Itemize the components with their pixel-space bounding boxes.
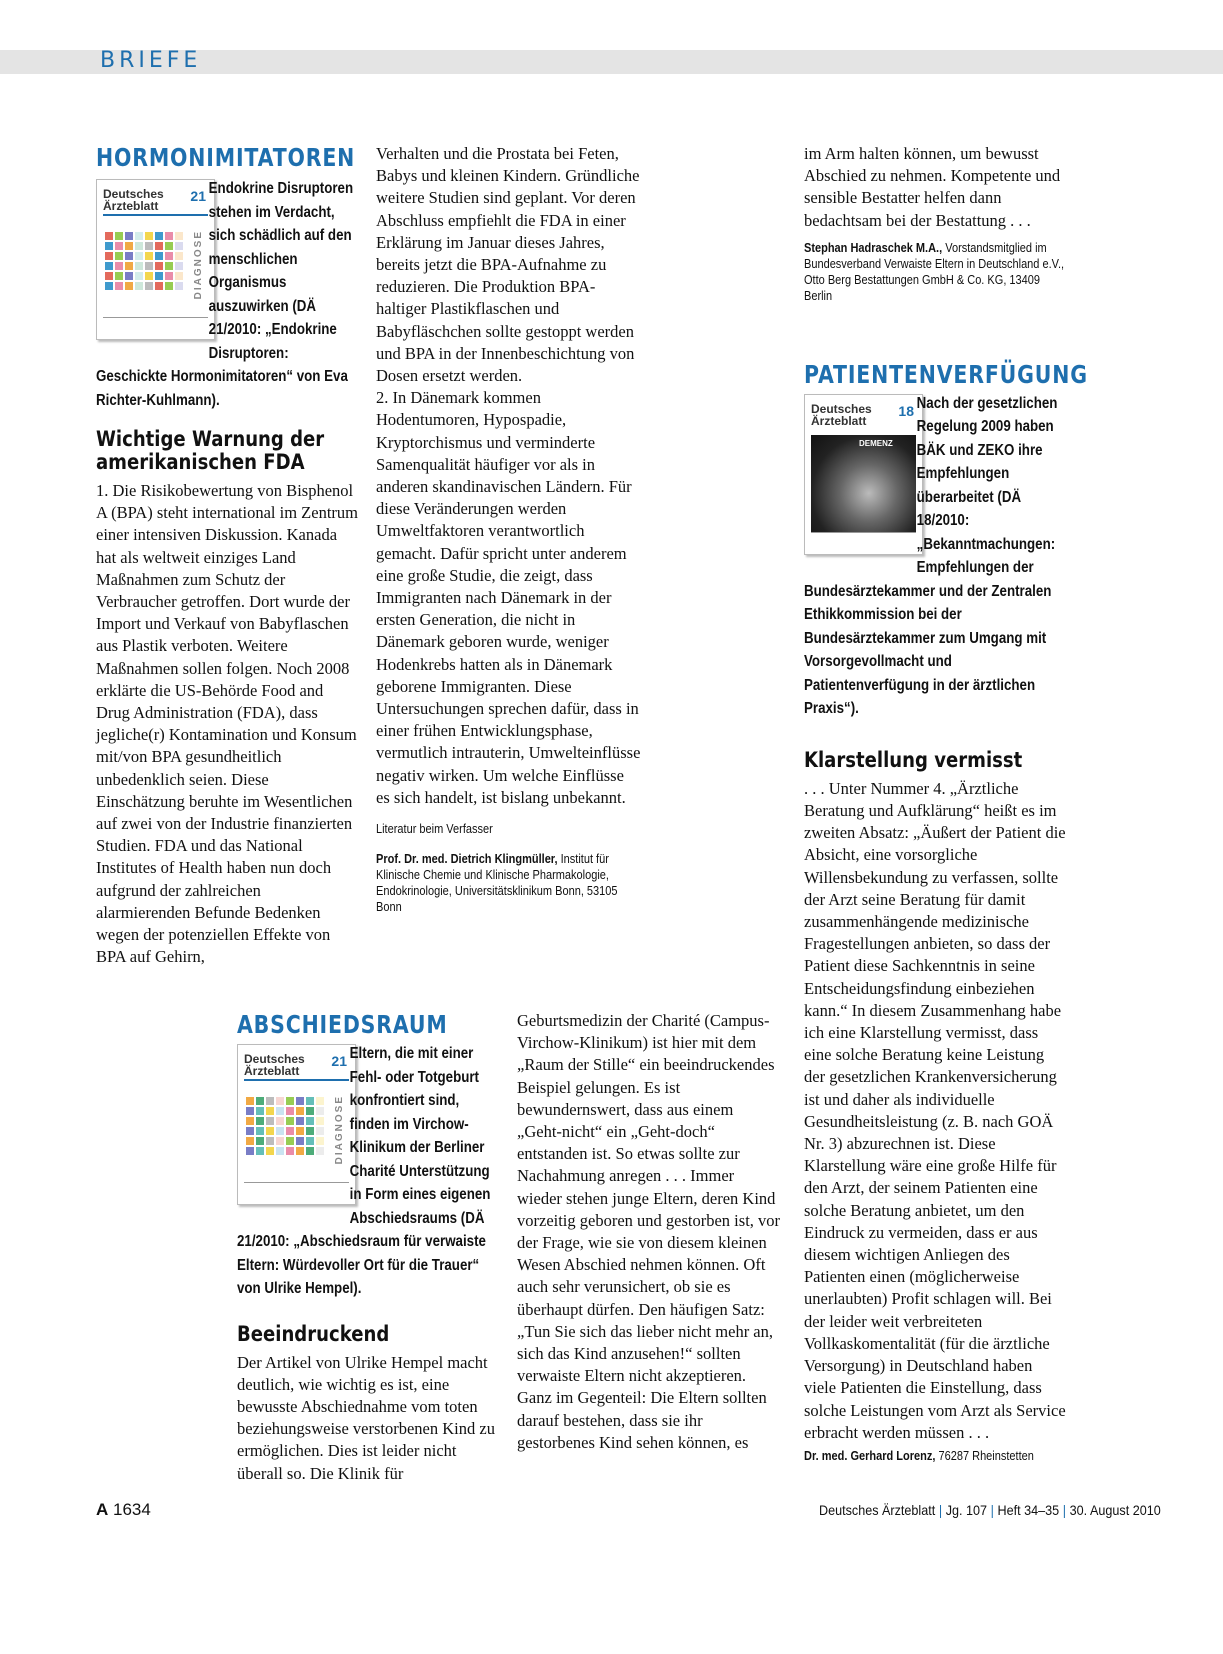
right-column	[804, 143, 1088, 1464]
article-column-2	[376, 143, 641, 915]
letter-title: Wichtige Warnung der amerikanischen FDA	[96, 427, 325, 474]
lead-block	[237, 1042, 499, 1301]
article-lead: Nach der gesetzlichen Regelung 2009 haben BÄK und ZEKO ihre Empfehlungen überarbeitet (DÄ 18/2010: „Bekanntmachungen: Empfehlungen der Bundesärztekammer und der Zentralen Ethikkommission bei der Bundesärztekammer zum Umgang mit Vorsorgevollmacht und Patientenverfügung in der ärztlichen Praxis“).	[804, 394, 1058, 718]
letter-text-col2: Geburtsmedizin der Charité (Campus-Virchow-Klinikum) ist hier mit dem „Raum der Stille“ ein beeindruckendes Beispiel gelungen. Es ist bewundernswert, dass aus einem „Geht-nicht“ ein „Geht-doch“ entstanden ist. So etwas sollte zur Nachahmung anregen . . . Immer wieder stehen junge Eltern, deren Kind vorzeitig geboren und gestorben ist, vor der Frage, wie sie von diesem kleinen Wesen Abschied nehmen können. Oft auch sehr verunsichert, ob sie es überhaupt dürfen. Den häufigen Satz: „Tun Sie sich das lieber nicht mehr an, sich das Kind anzusehen!“ sollten verwaiste Eltern nicht akzeptieren. Ganz im Gegenteil: Die Eltern sollten darauf bestehen, dass sie ihr gestorbenes Kind sehen können, es	[517, 1011, 781, 1452]
article-column-2	[517, 1010, 782, 1454]
article-column-1	[96, 143, 358, 968]
cover-issue-number: 21	[331, 1053, 347, 1069]
letter-text-col2	[376, 143, 641, 809]
cover-vertical-text: DIAGNOSE	[334, 1095, 345, 1165]
author-signature	[804, 1448, 1067, 1464]
cover-photo-label: DEMENZ	[859, 438, 893, 448]
article-lead: Eltern, die mit einer Fehl- oder Totgeburt konfrontiert sind, finden im Virchow-Klinikum der Berliner Charité Unterstützung in Form eines eigenen Abschiedsraums (DÄ 21/2010: „Abschiedsraum für verwaiste Eltern: Würdevoller Ort für die Trauer“ von Ulrike Hempel).	[237, 1045, 491, 1297]
author-signature	[804, 240, 1067, 304]
letter-text: . . . Unter Nummer 4. „Ärztliche Beratung und Aufklärung“ heißt es im zweiten Absatz: „Äußert der Patient die Absicht, eine vorsorgliche Willensbekundung zu verfassen, sollte der Arzt seine Beratung für damit zusammenhängende medizinische Fragestellungen anbieten, so dass der Patient diese Sachkenntnis in seine Entscheidungsfindung einbeziehen kann.“ In diesem Zusammenhang habe ich eine Klarstellung vermisst, dass eine solche Beratung keine Leistung der gesetzlichen Krankenversicherung ist und daher als individuelle Gesundheitsleistung (z. B. nach GOÄ Nr. 3) abzurechnen ist. Diese Klarstellung wäre eine große Hilfe für den Arzt, der seinem Patienten eine solche Beratung anbietet, um den Eindruck zu vermeiden, dass er aus diesem wichtigen Anliegen des Patienten einen (möglicherweise unerlaubten) Profit schlagen will. Bei der leider weit verbreiteten Vollkaskomentalität (für die ärztliche Versorgung) in Deutschland haben viele Patienten die Einstellung, dass solche Leistungen vom Arzt als Service erbracht werden müssen . . .	[804, 778, 1066, 1442]
article-title: HORMONIMITATOREN	[96, 143, 356, 172]
cover-vertical-text: DIAGNOSE	[193, 230, 204, 300]
cover-issue-number: 18	[898, 402, 914, 419]
journal-date: 30. August 2010	[1069, 1502, 1161, 1518]
cover-brand: Deutsches Ärzteblatt	[103, 187, 164, 213]
abschied-continuation-text: im Arm halten können, um bewusst Abschied zu nehmen. Kompetente und sensible Bestatter helfen dann bedachtsam bei der Bestattung . . .	[804, 144, 1061, 230]
section-tag: BRIEFE	[100, 48, 202, 73]
journal-volume: Jg. 107	[945, 1502, 988, 1518]
letter-paragraph: Verhalten und die Prostata bei Feten, Babys und kleinen Kindern. Gründliche weitere Studien sind geplant. Vor deren Abschluss empfiehlt die FDA in einer Erklärung im Januar dieses Jahres, bereits jetzt die BPA-Aufnahme zu reduzieren. Die Produktion BPA-haltiger Plastikflaschen und Babyfläschchen sollte gestoppt werden und BPA in der Innenbeschichtung von Dosen ersetzt werden.	[376, 144, 640, 386]
lead-block	[96, 177, 358, 412]
article-patientenverfuegung	[804, 359, 1088, 1464]
author-affiliation: Vorstandsmitglied im Bundesverband Verwaiste Eltern in Deutschland e.V., Otto Berg Bestattungen GmbH & Co. KG, 13409 Berlin	[804, 240, 1065, 303]
cover-brand: Deutsches Ärzteblatt	[244, 1052, 305, 1078]
author-name: Dr. med. Gerhard Lorenz,	[804, 1448, 936, 1463]
page-number: A 1634	[96, 1500, 151, 1519]
lead-block	[804, 392, 1066, 721]
author-name: Prof. Dr. med. Dietrich Klingmüller,	[376, 852, 558, 867]
literature-note: Literatur beim Verfasser	[376, 822, 493, 837]
letter-text-col1: Der Artikel von Ulrike Hempel macht deutlich, wie wichtig es ist, eine bewusste Abschiednahme vom toten beziehungsweise verstorbenen Kind zu ermöglichen. Dies ist leider nicht überall so. Die Klinik für	[237, 1352, 495, 1483]
article-lead: Endokrine Disruptoren stehen im Verdacht, sich schädlich auf den menschlichen Organismus auszuwirken (DÄ 21/2010: „Endokrine Disruptoren: Geschickte Hormonimitatoren“ von Eva Richter-Kuhlmann).	[96, 180, 354, 409]
author-name: Stephan Hadraschek M.A.,	[804, 240, 943, 255]
author-signature	[376, 851, 642, 915]
cover-issue-number: 21	[190, 188, 206, 204]
cover-brand: Deutsches Ärzteblatt	[811, 401, 872, 428]
letter-title: Beeindruckend	[237, 1321, 390, 1346]
article-title: ABSCHIEDSRAUM	[237, 1010, 448, 1039]
journal-issue: Heft 34–35	[997, 1502, 1060, 1518]
letter-paragraph: 2. In Dänemark kommen Hodentumoren, Hypospadie, Kryptorchismus und verminderte Samenqualität häufiger vor als in anderen skandinavischen Ländern. Für diese Veränderungen werden Umweltfaktoren verantwortlich gemacht. Dafür spricht unter anderem eine große Studie, die zeigt, dass Immigranten nach Dänemark in der ersten Generation, die nicht in Dänemark geboren wurde, weniger Hodenkrebs hatten als in Dänemark geborene Immigranten. Diese Untersuchungen sprechen dafür, dass in einer frühen Entwicklungsphase, vermutlich intrauterin, Umwelteinflüsse negativ wirken. Um welche Einflüsse es sich handelt, ist bislang unbekannt.	[376, 388, 641, 807]
author-affiliation: Institut für Klinische Chemie und Klinische Pharmakologie, Endokrinologie, Universitätsklinikum Bonn, 53105 Bonn	[376, 852, 618, 915]
author-affiliation: 76287 Rheinstetten	[935, 1448, 1034, 1463]
journal-name: Deutsches Ärzteblatt	[819, 1502, 936, 1518]
article-column-1	[237, 1010, 499, 1485]
journal-footer: Deutsches Ärzteblatt | Jg. 107 | Heft 34–35 | 30. August 2010	[819, 1502, 1161, 1518]
letter-text-col1: 1. Die Risikobewertung von Bisphenol A (BPA) steht international im Zentrum einer intensiven Diskussion. Kanada hat als weltweit einziges Land Maßnahmen zum Schutz der Verbraucher getroffen. Dort wurde der Import und Verkauf von Babyflaschen aus Plastik verboten. Weitere Maßnahmen sollen folgen. Noch 2008 erklärte die US-Behörde Food and Drug Administration (FDA), dass jegliche(r) Kontamination und Konsum mit/von BPA gesundheitlich unbedenklich seien. Diese Einschätzung beruhte im Wesentlichen auf zwei von der Industrie finanzierten Studien. FDA und das National Institutes of Health haben nun doch aufgrund der zahlreichen alarmierenden Befunde Bedenken wegen der potenziellen Effekte von BPA auf Gehirn,	[96, 481, 358, 967]
letter-title: Klarstellung vermisst	[804, 747, 1023, 772]
article-title: PATIENTENVERFÜGUNG	[804, 359, 1088, 389]
